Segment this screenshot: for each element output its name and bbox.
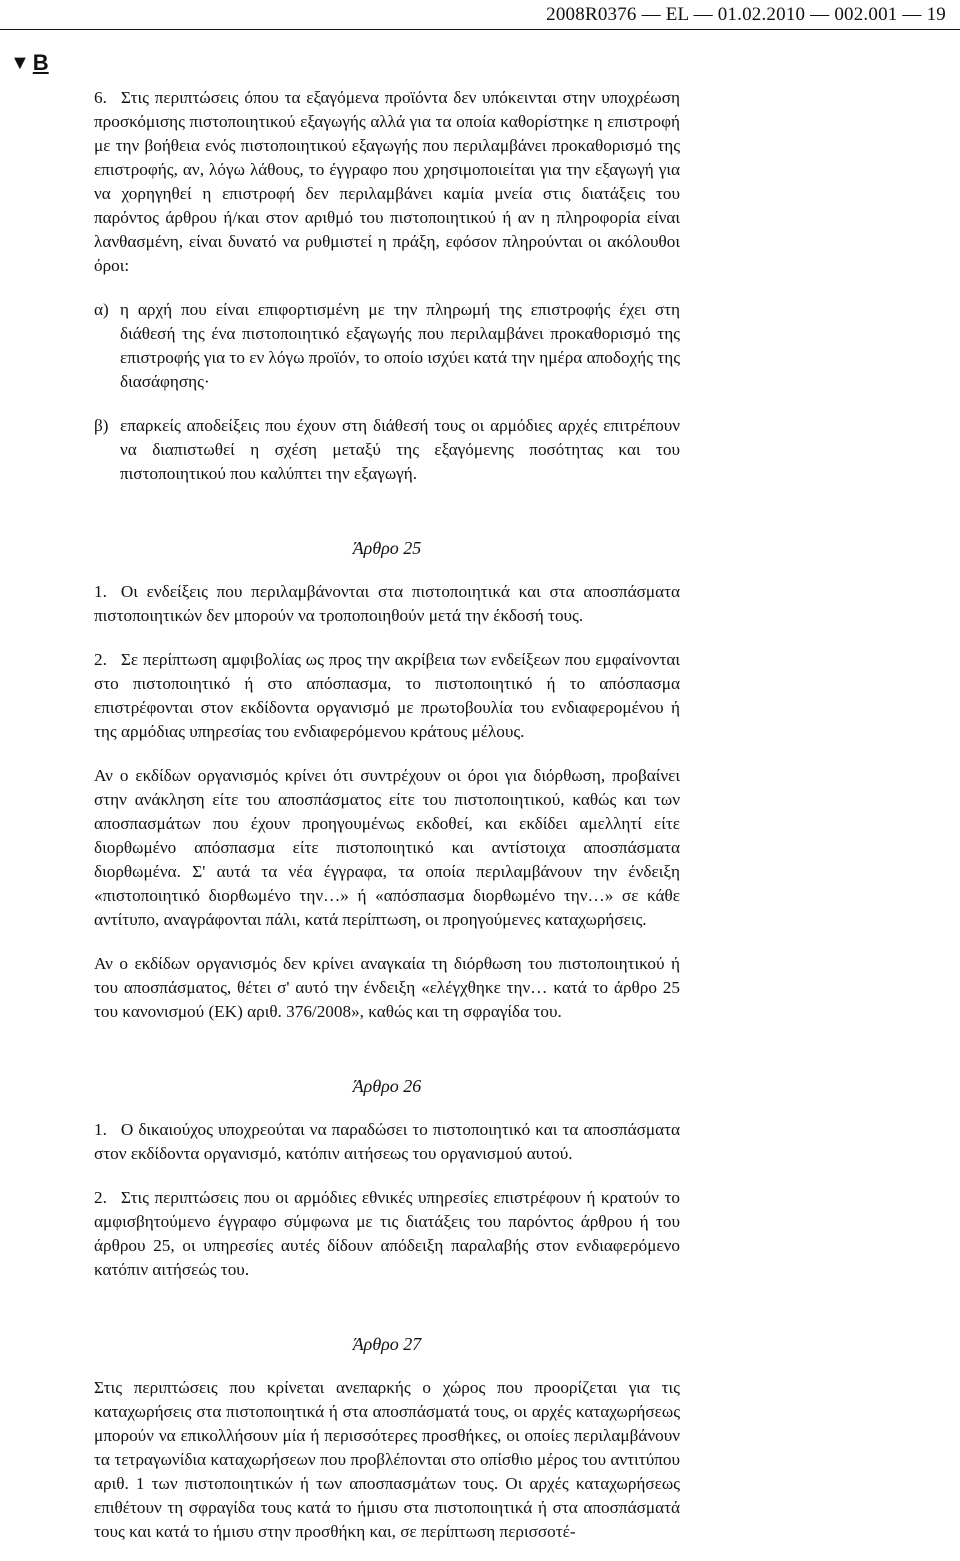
paragraph-number: 1. [94,582,107,601]
paragraph-text: Οι ενδείξεις που περιλαμβάνονται στα πιστοποιητικά και στα αποσπάσματα πιστοποιητικών δεν μπορούν να τροποποιηθούν μετά την έκδοσή τους. [94,582,680,625]
article-27-title: Άρθρο 27 [352,1334,422,1354]
article-26-paragraph-2 [94,1186,680,1282]
list-item-label: α) [94,300,109,319]
paragraph-text: Σε περίπτωση αμφιβολίας ως προς την ακρίβεια των ενδείξεων που εμφαίνονται στο πιστοποιητικό ή στο απόσπασμα, το πιστοποιητικό ή το απόσπασμα επιστρέφονται στον εκδίδοντα οργανισμό με πρωτοβουλία του ενδιαφερομένου ή της αρμόδιας υπηρεσίας του ενδιαφερόμενου κράτους μέλους. [94,650,680,741]
list-item [94,414,680,486]
list-item-text: η αρχή που είναι επιφορτισμένη με την πληρωμή της επιστροφής έχει στη διάθεσή της ένα πιστοποιητικό εξαγωγής που περιλαμβάνει προκαθορισμό της επιστροφής για το εν λόγω προϊόν, το οποίο ισχύει κατά την ημέρα αποδοχής της διασάφησης· [120,300,680,391]
article-25-title: Άρθρο 25 [352,538,422,558]
paragraph-6 [94,86,680,278]
article-25-paragraph-4: Αν ο εκδίδων οργανισμός δεν κρίνει αναγκαία τη διόρθωση του πιστοποιητικού ή του αποσπάσματος, θέτει σ' αυτό την ένδειξη «ελέγχθηκε την… κατά το άρθρο 25 του κανονισμού (ΕΚ) αριθ. 376/2008», καθώς και τη σφραγίδα του. [94,954,680,1021]
article-26-title: Άρθρο 26 [352,1076,422,1096]
paragraph-number: 6. [94,88,107,107]
paragraph-number: 2. [94,1188,107,1207]
article-25-paragraph-2 [94,648,680,744]
article-25-paragraph-3: Αν ο εκδίδων οργανισμός κρίνει ότι συντρέχουν οι όροι για διόρθωση, προβαίνει στην ανάκληση είτε του αποσπάσματος είτε του πιστοποιητικού, καθώς και των αποσπασμάτων που έχουν προηγουμένως εκδοθεί, και εκδίδει αμελλητί είτε διορθωμένο απόσπασμα είτε πιστοποιητικό και αντίστοιχα αποσπάσματα διορθωμένα. Σ' αυτά τα νέα έγγραφα, τα οποία περιλαμβάνουν την ένδειξη «πιστοποιητικό διορθωμένο την…» ή «απόσπασμα διορθωμένο την…» σε κάθε αντίτυπο, αναγράφονται πάλι, κατά περίπτωση, οι προηγούμενες καταχωρήσεις. [94,766,680,929]
paragraph-number: 2. [94,650,107,669]
page-header [0,0,960,30]
list-item-text: επαρκείς αποδείξεις που έχουν στη διάθεσή τους οι αρμόδιες αρχές επιτρέπουν να διαπιστωθεί η σχέση μεταξύ της εξαγόμενης ποσότητας και του πιστοποιητικού που καλύπτει την εξαγωγή. [120,416,680,483]
article-25-paragraph-1 [94,580,680,628]
paragraph-text: Στις περιπτώσεις όπου τα εξαγόμενα προϊόντα δεν υπόκεινται στην υποχρέωση προσκόμισης πιστοποιητικού εξαγωγής αλλά για τα οποία καθορίστηκε η επιστροφή με την βοήθεια ενός πιστοποιητικού εξαγωγής που περιλαμβάνει προκαθορισμό της επιστροφής, αν, λόγω λάθους, το έγγραφο που χρησιμοποιείται για την εξαγωγή για να χορηγηθεί η επιστροφή δεν περιλαμβάνει καμία μνεία στις διατάξεις του παρόντος άρθρου ή/και στον αριθμό του πιστοποιητικού ή αν η πληροφορία είναι λανθασμένη, είναι δυνατό να ρυθμιστεί η πράξη, εφόσον πληρούνται οι ακόλουθοι όροι: [94,88,680,275]
paragraph-text: Στις περιπτώσεις που οι αρμόδιες εθνικές υπηρεσίες επιστρέφουν ή κρατούν το αμφισβητούμενο έγγραφο σύμφωνα με τις διατάξεις του παρόντος άρθρου ή του άρθρου 25, οι υπηρεσίες αυτές δίδουν απόδειξη παραλαβής στον ενδιαφερόμενο κατόπιν αιτήσεώς του. [94,1188,680,1279]
header-rule [0,29,960,30]
list-item [94,298,680,394]
paragraph-number: 1. [94,1120,107,1139]
amendment-marker [10,50,49,76]
paragraph-text: Ο δικαιούχος υποχρεούται να παραδώσει το πιστοποιητικό και τα αποσπάσματα στον εκδίδοντα οργανισμό, κατόπιν αιτήσεως του οργανισμού αυτού. [94,1120,680,1163]
triangle-down-icon: ▼ [10,51,30,74]
document-reference: 2008R0376 — EL — 01.02.2010 — 002.001 — 19 [546,4,946,25]
document-body [94,86,680,1544]
list-item-label: β) [94,416,109,435]
article-27-paragraph-1: Στις περιπτώσεις που κρίνεται ανεπαρκής ο χώρος που προορίζεται για τις καταχωρήσεις στα πιστοποιητικά ή στα αποσπάσματά τους, οι αρχές καταχωρήσεως μπορούν να επικολλήσουν μία ή περισσότερες προσθήκες, οι οποίες περιλαμβάνουν τα τετραγωνίδια καταχωρήσεων που προβλέπονται στο οπίσθιο μέρος του αντιτύπου αριθ. 1 των πιστοποιητικών ή των αποσπασμάτων τους. Οι αρχές καταχωρήσεως επιθέτουν τη σφραγίδα τους κατά το ήμισυ στα πιστοποιητικά ή στα αποσπάσματά τους και κατά το ήμισυ στην προσθήκη και, σε περίπτωση περισσοτέ- [94,1378,680,1541]
article-26-paragraph-1 [94,1118,680,1166]
amendment-letter: B [32,50,49,75]
